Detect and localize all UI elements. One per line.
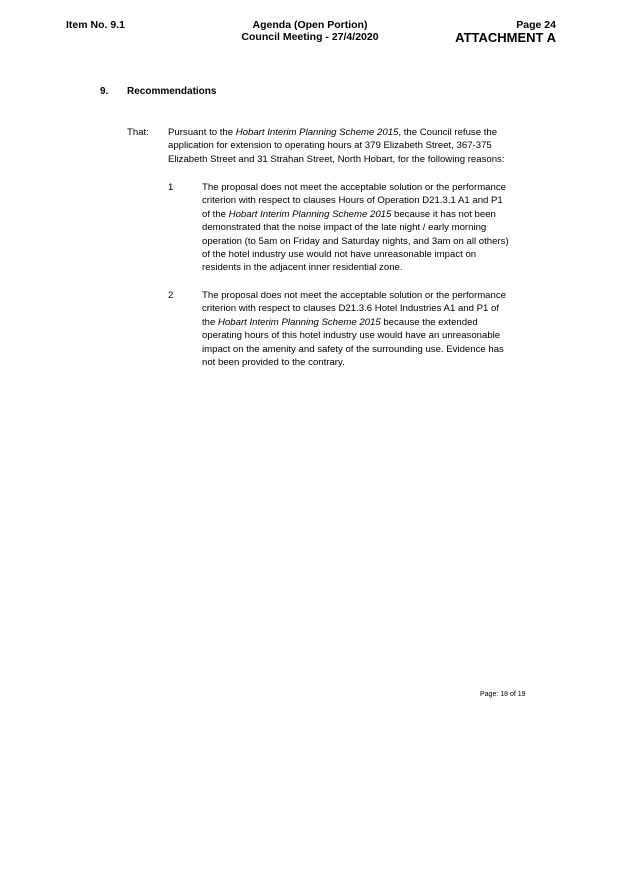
that-text-before: Pursuant to the <box>168 127 236 138</box>
that-text-after: , the Council refuse the application for extension to operating hours at 379 Elizabeth Street, 367-375 Elizabeth Street and 31 Strahan Street, North Hobart, for the following reasons: <box>168 127 505 165</box>
reason-text-before: The proposal does not meet the acceptable solution or the performance criterion with respect to clauses Hours of Operation D21.3.1 A1 and P1 of the <box>202 182 506 220</box>
item-number: Item No. 9.1 <box>66 19 125 31</box>
section-number: 9. <box>100 86 109 97</box>
reason-text <box>202 181 512 275</box>
page-number: Page 24 <box>516 19 556 31</box>
reason-scheme-name: Hobart Interim Planning Scheme 2015 <box>228 208 392 220</box>
agenda-header <box>200 19 420 43</box>
page-footer: Page: 18 of 19 <box>480 691 526 698</box>
reason-scheme-name: Hobart Interim Planning Scheme 2015 <box>218 316 381 328</box>
reason-number: 1 <box>168 182 174 193</box>
that-scheme-name: Hobart Interim Planning Scheme 2015 <box>235 127 399 138</box>
meeting-date: Council Meeting - 27/4/2020 <box>241 31 379 43</box>
section-title: Recommendations <box>127 86 217 97</box>
attachment-label: ATTACHMENT A <box>455 30 556 45</box>
page-header <box>455 19 556 45</box>
that-label: That: <box>127 127 149 138</box>
reason-number: 2 <box>168 290 174 301</box>
agenda-title: Agenda (Open Portion) <box>252 19 368 31</box>
reason-text <box>202 289 512 369</box>
reason-text-after: because it has not been demonstrated that the noise impact of the late night / early morning operation (to 5am on Friday and Saturday nights, and 3am on all others) of the hotel industry use would not have unreasonable impact on residents in the adjacent inner residential zone. <box>202 208 509 274</box>
that-paragraph <box>168 126 513 166</box>
reason-text-after: because the extended operating hours of this hotel industry use would have an unreasonable impact on the amenity and safety of the surrounding use. Evidence has not been provided to the contrary. <box>202 316 504 369</box>
reason-text-before: The proposal does not meet the acceptable solution or the performance criterion with respect to clauses D21.3.6 Hotel Industries A1 and P1 of the <box>202 290 506 328</box>
